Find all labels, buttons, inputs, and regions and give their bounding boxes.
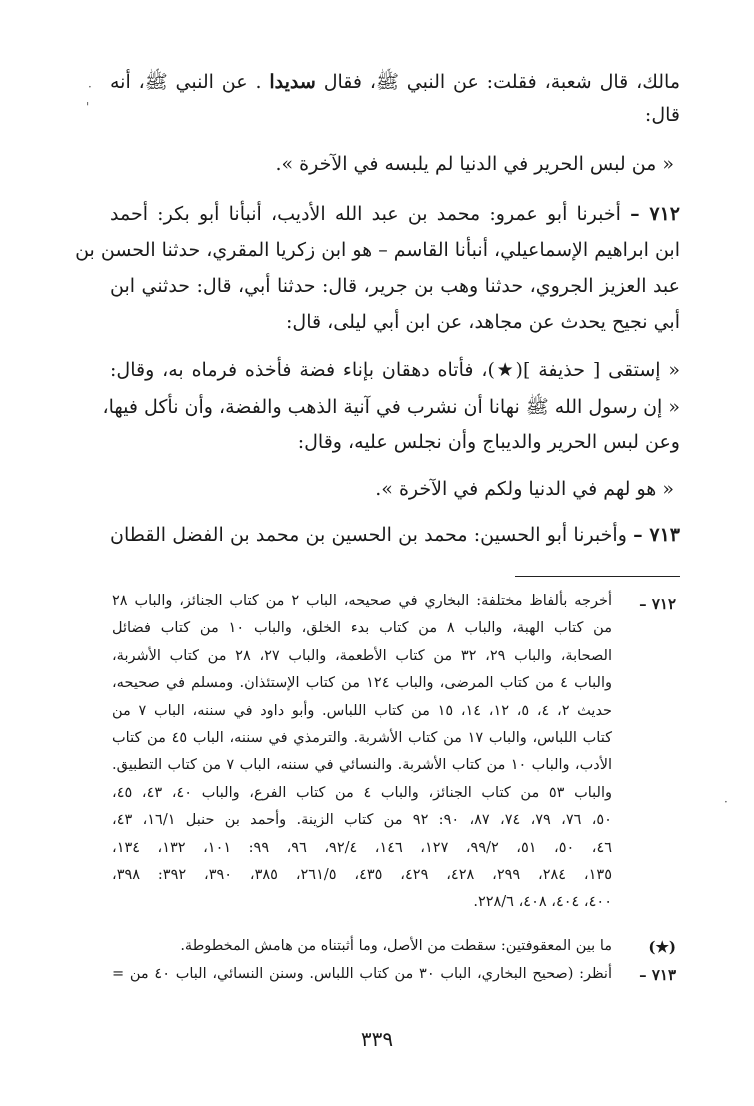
emphasized-word: سديدا — [269, 71, 316, 93]
text-line: قال: — [644, 104, 680, 126]
text-line: مالك، قال شعبة، فقلت: عن النبي ﷺ، فقال سديدا . عن النبي ﷺ، أنه — [110, 71, 681, 93]
footnote-line: أخرجه بألفاظ مختلفة: البخاري في صحيحه، الباب ٢ من كتاب الجنائز، والباب ٢٨ — [112, 593, 613, 609]
footnote-line: حديث ٢، ٤، ٥، ١٢، ١٤، ١٥ من كتاب اللباس. وأبو داود في سننه، الباب ٧ من — [112, 702, 613, 719]
footnote-line: والباب ٤ من كتاب المرضى، والباب ١٢٤ من كتاب الإستئذان. ومسلم في صحيحه، — [112, 675, 612, 692]
hadith-713-heading: ٧١٣ – وأخبرنا أبو الحسين: محمد بن الحسين بن محمد بن الفضل القطان — [110, 524, 680, 546]
text-line: ابن ابراهيم الإسماعيلي، أنبأنا القاسم – هو ابن زكريا المقري، حدثنا الحسن بن — [75, 239, 680, 261]
footnote-line: من كتاب الهبة، والباب ٨ من كتاب بدء الخلق، والباب ١٠ من كتاب فضائل — [112, 620, 612, 637]
hadith-quote: « من لبس الحرير في الدنيا لم يلبسه في الآخرة ». — [275, 153, 674, 175]
footnote-label: ٧١٢ – — [639, 595, 676, 613]
hadith-712-heading: ٧١٢ – أخبرنا أبو عمرو: محمد بن عبد الله الأديب، أنبأنا أبو بكر: أحمد — [110, 203, 680, 225]
hadith-quote: وعن لبس الحرير والديباج وأن نجلس عليه، وقال: — [297, 431, 680, 453]
footnote-line: ٤٦، ٥٠، ٥١، ٩٩/٢، ١٢٧، ١٤٦، ٩٢/٤، ٩٦، ٩٩: ١٠١، ١٣٢، ١٣٤، — [112, 839, 613, 856]
footnote-label: ٧١٣ – — [639, 966, 676, 984]
hadith-quote: « هو لهم في الدنيا ولكم في الآخرة ». — [375, 478, 674, 500]
footnote-713: أنظر: (صحيح البخاري، الباب ٣٠ من كتاب اللباس. وسنن النسائي، الباب ٤٠ من = — [112, 966, 612, 982]
text-line: أبي نجيح يحدث عن مجاهد، عن ابن أبي ليلى، قال: — [286, 311, 680, 333]
text-line: عبد العزيز الجروي، حدثنا وهب بن جرير، قال: حدثنا أبي، قال: حدثني ابن — [110, 275, 680, 297]
footnote-line: ١٣٥، ٢٨٤، ٢٩٩، ٤٢٨، ٤٢٩، ٤٣٥، ٢٦١/٥، ٣٨٥، ٣٩٠، ٣٩٢: ٣٩٨، — [112, 867, 612, 883]
footnote-line: ٥٠، ٧٦، ٧٩، ٧٤، ٨٧، ٩٠: ٩٢ من كتاب الزينة. وأحمد بن حنبل ١٦/١، ٤٣، — [112, 812, 612, 829]
hadith-number: ٧١٣ – — [633, 524, 680, 546]
footnote-line: كتاب اللباس، والباب ١٧ من كتاب الأشربة. والترمذي في سننه، الباب ٤٥ من كتاب — [112, 730, 612, 746]
hadith-quote: « إن رسول الله ﷺ نهانا أن نشرب في آنية الذهب والفضة، وأن نأكل فيها، — [102, 396, 680, 418]
footnote-separator — [515, 576, 680, 577]
page-number: ٣٣٩ — [360, 1027, 394, 1051]
margin-mark: · — [724, 795, 728, 809]
footnote-line: ٤٠٠، ٤٠٤، ٤٠٨، ٢٢٨/٦. — [473, 894, 612, 911]
margin-mark: · — [88, 80, 92, 94]
footnote-line: والباب ٥٣ من كتاب الجنائز، والباب ٤ من كتاب الفرع، والباب ٤٠، ٤٣، ٤٥، — [112, 784, 612, 801]
hadith-number: ٧١٢ – — [630, 203, 680, 225]
footnote-label: (★) — [648, 938, 676, 956]
footnote-line: الصحابة، والباب ٢٩، ٣٢ من كتاب الأطعمة، والباب ٢٧، ٢٨ من كتاب الأشربة، — [112, 647, 612, 664]
hadith-quote: « إستقى [ حذيفة ](★)، فأتاه دهقان بإناء فضة فأخذه فرماه به، وقال: — [110, 359, 680, 381]
margin-mark: ' — [86, 100, 90, 114]
footnote-star: ما بين المعقوفتين: سقطت من الأصل، وما أثبتناه من هامش المخطوطة. — [180, 938, 612, 954]
footnote-line: الأدب، والباب ١٠ من كتاب الأشربة. والنسائي في سننه، الباب ٧ من كتاب التطبيق. — [112, 757, 613, 774]
